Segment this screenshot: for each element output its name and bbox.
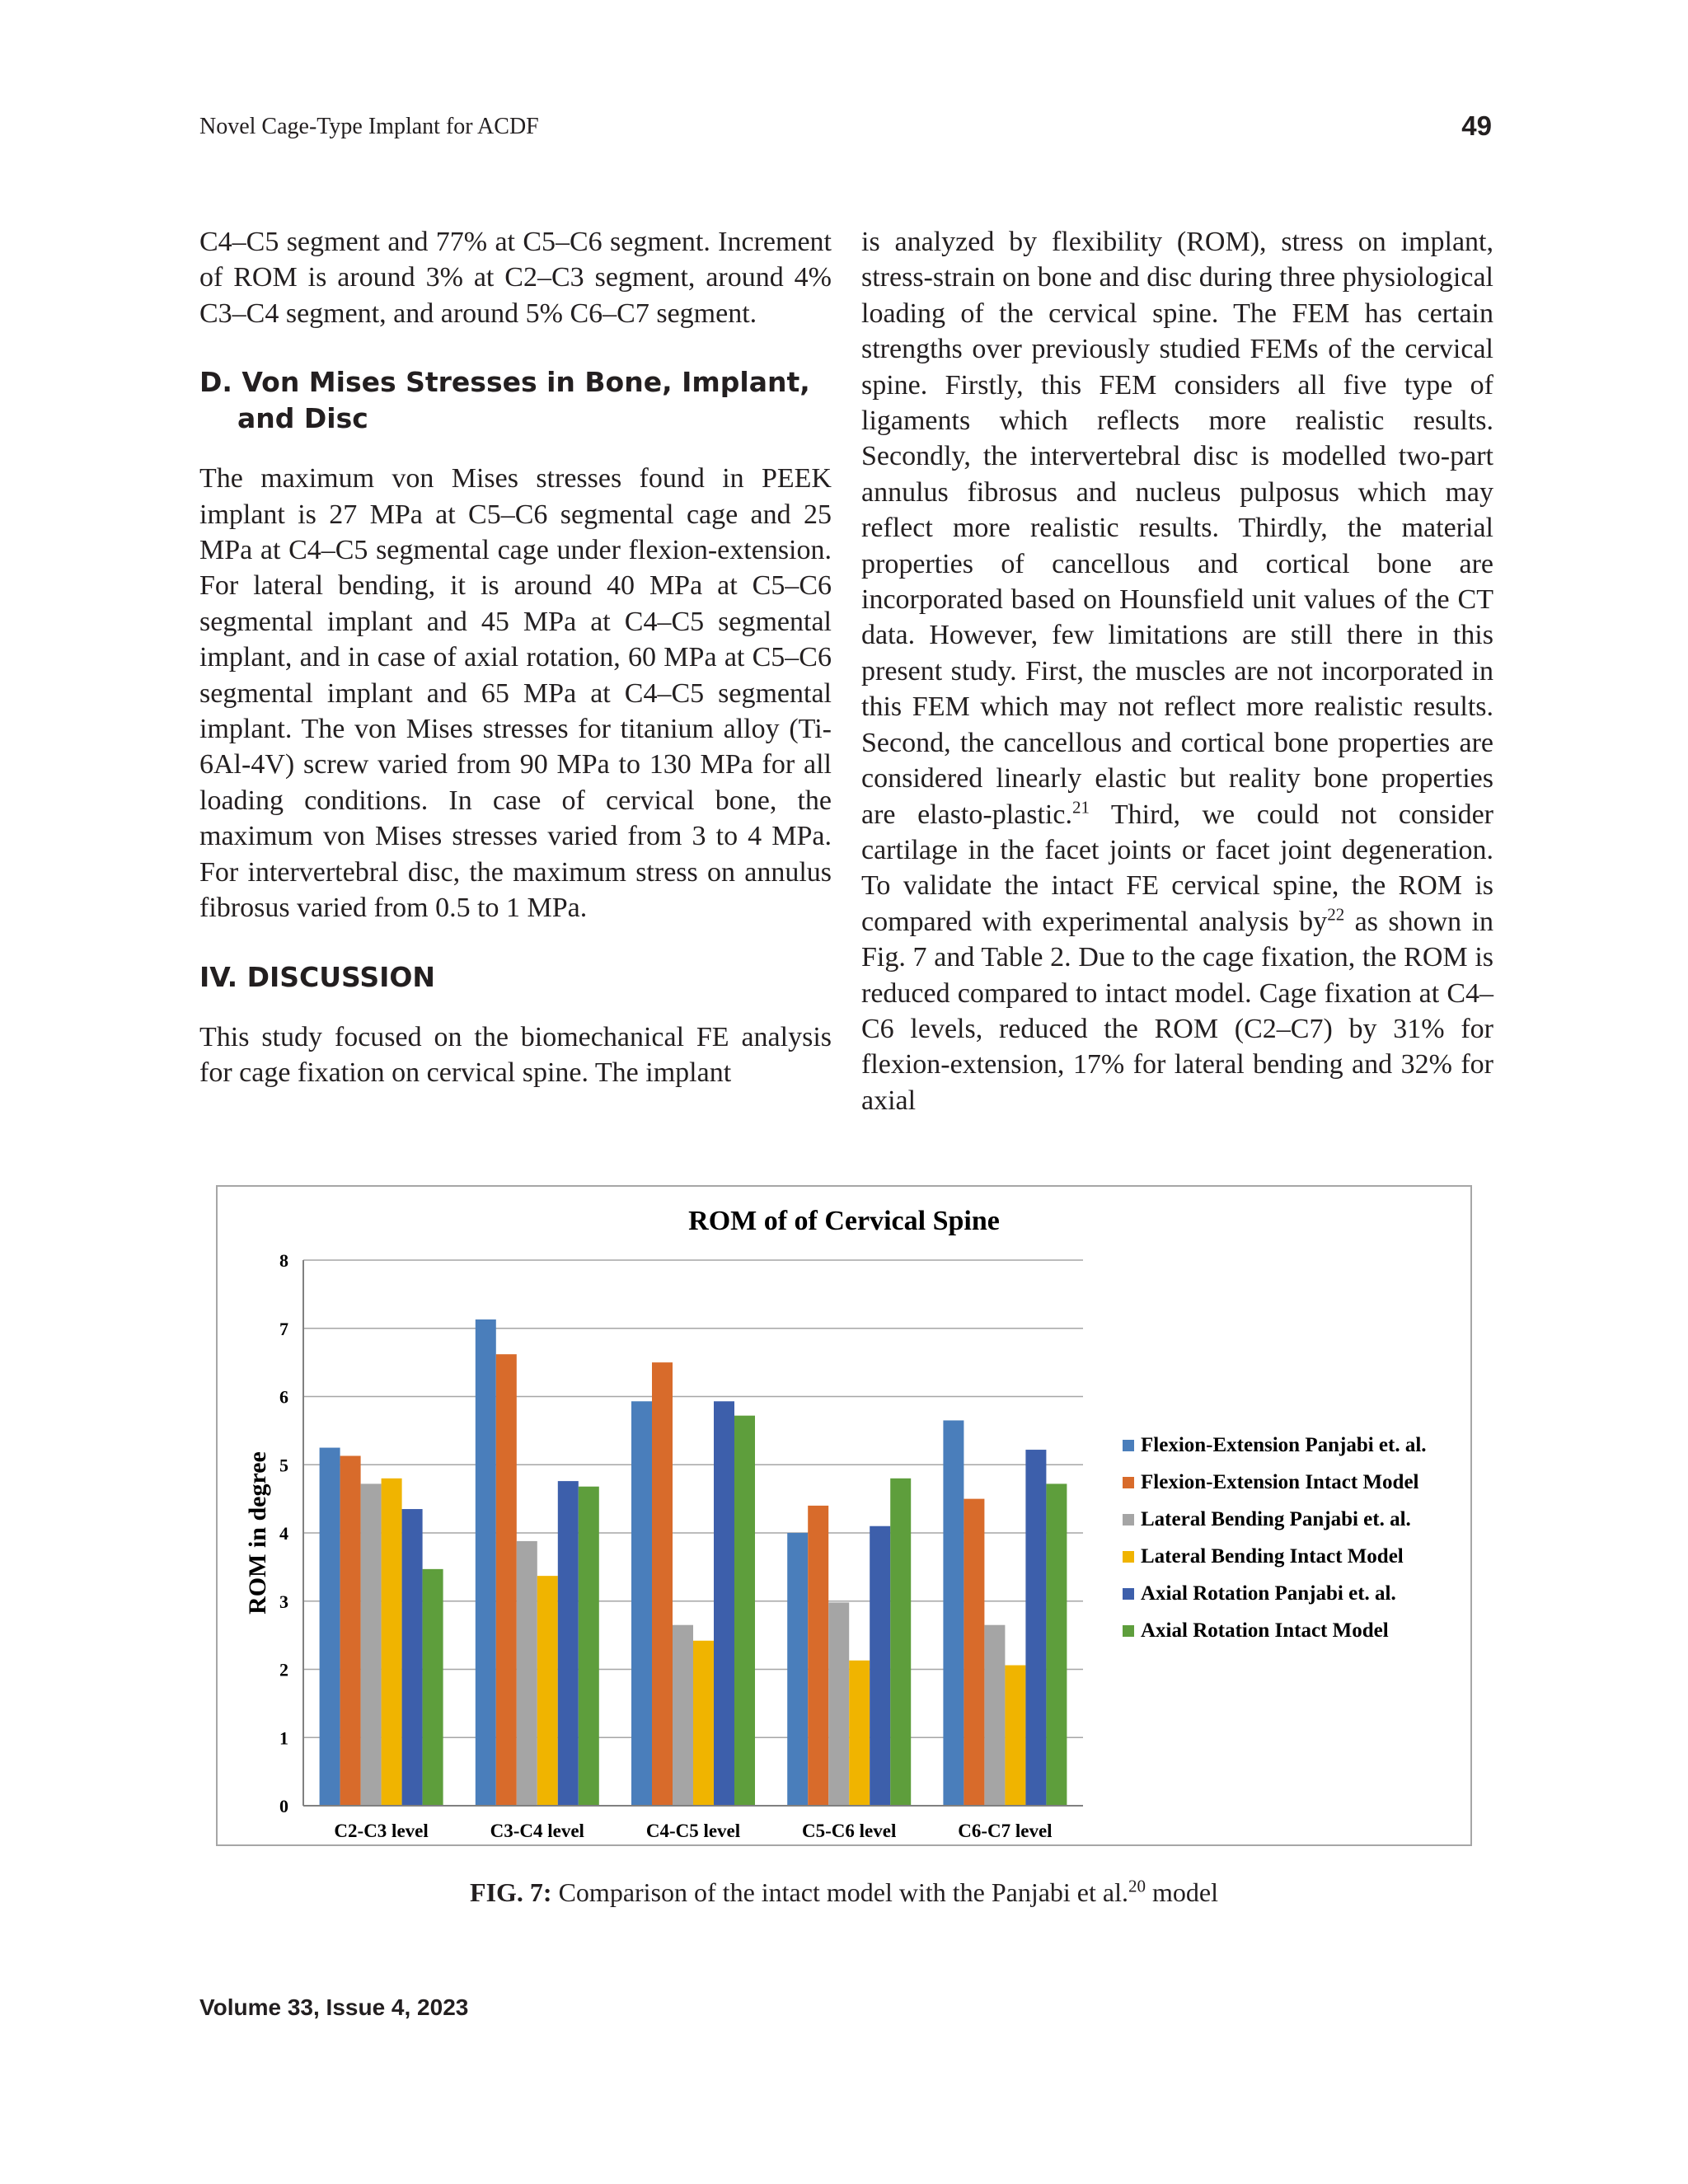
bar (558, 1481, 579, 1806)
bar (964, 1499, 984, 1806)
y-tick-label: 0 (279, 1796, 288, 1816)
caption-label: FIG. 7: (470, 1877, 552, 1907)
legend-swatch (1123, 1440, 1134, 1451)
caption-text: Comparison of the intact model with the Panjabi et al. (551, 1877, 1128, 1907)
bar (849, 1661, 870, 1806)
figure-caption (0, 1877, 1688, 1908)
bar (828, 1602, 849, 1806)
x-tick-label: C4-C5 level (645, 1821, 741, 1841)
running-title: Novel Cage-Type Implant for ACDF (199, 114, 539, 139)
section-heading-discussion: IV. DISCUSSION (199, 960, 436, 993)
legend-entry: Flexion-Extension Panjabi et. al. (1141, 1434, 1427, 1456)
bars (320, 1319, 1067, 1806)
x-tick-label: C6-C7 level (958, 1821, 1053, 1841)
citation-ref: 22 (1327, 904, 1345, 925)
bar (402, 1509, 423, 1806)
bar (652, 1362, 673, 1806)
paragraph (861, 224, 1493, 1118)
bar (943, 1420, 964, 1806)
caption-text-end: model (1145, 1877, 1218, 1907)
y-tick-label: 5 (279, 1455, 288, 1476)
y-tick-label: 8 (279, 1250, 288, 1271)
figure-chart-frame (216, 1185, 1472, 1846)
legend-swatch (1123, 1588, 1134, 1600)
y-tick-label: 4 (279, 1523, 288, 1544)
citation-ref: 21 (1071, 797, 1090, 818)
bar (340, 1455, 361, 1806)
legend (1123, 1434, 1427, 1642)
legend-swatch (1123, 1514, 1134, 1526)
bar (890, 1479, 911, 1806)
bar (1046, 1483, 1067, 1806)
bar (631, 1401, 652, 1806)
bar (579, 1487, 599, 1806)
bar (693, 1641, 714, 1806)
bar (496, 1354, 517, 1806)
journal-volume-footer: Volume 33, Issue 4, 2023 (199, 1994, 469, 2020)
bar (517, 1541, 537, 1806)
legend-entry: Axial Rotation Panjabi et. al. (1141, 1582, 1396, 1605)
legend-swatch (1123, 1625, 1134, 1637)
x-tick-label: C5-C6 level (802, 1821, 897, 1841)
paragraph-text: Third, we could not consider cartilage in the facet joints or facet joint degeneration. To validate the intact FE cervical spine, the ROM is compared with experimental analysis by (861, 799, 1493, 937)
bar (320, 1448, 340, 1806)
legend-entry: Lateral Bending Panjabi et. al. (1141, 1508, 1411, 1530)
bar (734, 1416, 755, 1806)
y-tick-label: 3 (279, 1591, 288, 1612)
legend-swatch (1123, 1551, 1134, 1563)
legend-entry: Axial Rotation Intact Model (1141, 1619, 1389, 1642)
y-tick-label: 1 (279, 1727, 288, 1749)
legend-entry: Lateral Bending Intact Model (1141, 1545, 1404, 1568)
bar (870, 1526, 890, 1806)
y-tick-label: 7 (279, 1318, 288, 1339)
paragraph: This study focused on the biomechanical FE analysis for cage fixation on cervical spine. The implant (199, 1021, 832, 1088)
section-heading-von-mises: D. Von Mises Stresses in Bone, Implant, and Disc (199, 366, 810, 435)
legend-swatch (1123, 1477, 1134, 1488)
paragraph-text: is analyzed by flexibility (ROM), stress on implant, stress-strain on bone and disc during three physiological loading of the cervical spine. The FEM has certain strengths over previously studied FEMs of the cervical spine. Firstly, this FEM considers all five type of ligaments which reflects more realistic results. Secondly, the intervertebral disc is modelled two-part annulus fibrosus and nucleus pulposus which may reflect more realistic results. Thirdly, the material properties of cancellous and cortical bone are incorporated based on Hounsfield unit values of the CT data. However, few limitations are still there in this present study. First, the muscles are not incorporated in this FEM which may not reflect more realistic results. Second, the cancellous and cortical bone properties are considered linearly elastic but reality bone properties are elasto-plastic. (861, 227, 1493, 830)
bar (808, 1506, 828, 1806)
y-tick-label: 2 (279, 1659, 288, 1680)
paragraph: C4–C5 segment and 77% at C5–C6 segment. Increment of ROM is around 3% at C2–C3 segment, around 4% C3–C4 segment, and around 5% C6–C7 segment. (199, 227, 832, 329)
bar (1005, 1666, 1025, 1806)
bar (1025, 1450, 1046, 1806)
bar (984, 1625, 1005, 1806)
legend-entry: Flexion-Extension Intact Model (1141, 1471, 1419, 1493)
bar (787, 1533, 808, 1806)
x-tick-label: C2-C3 level (334, 1821, 429, 1841)
bar (382, 1479, 402, 1806)
bar (537, 1576, 558, 1806)
bar (714, 1401, 734, 1806)
bar (361, 1483, 382, 1806)
left-column (199, 224, 832, 1090)
citation-ref: 20 (1128, 1876, 1146, 1896)
rom-bar-chart (218, 1187, 1470, 1844)
y-axis-label: ROM in degree (244, 1451, 271, 1615)
bar (476, 1319, 496, 1806)
bar (423, 1569, 443, 1806)
right-column (861, 224, 1493, 1118)
paragraph-text: as shown in Fig. 7 and Table 2. Due to the cage fixation, the ROM is reduced compared to intact model. Cage fixation at C4–C6 levels, reduced the ROM (C2–C7) by 31% for flexion-extension, 17% for lateral bending and 32% for axial (861, 906, 1494, 1116)
bar (673, 1625, 693, 1806)
paragraph: The maximum von Mises stresses found in PEEK implant is 27 MPa at C5–C6 segmental cage and 25 MPa at C4–C5 segmental cage under flexion-extension. For lateral bending, it is around 40 MPa at C5–C6 segmental implant and 45 MPa at C4–C5 segmental implant, and in case of axial rotation, 60 MPa at C5–C6 segmental implant and 65 MPa at C4–C5 segmental implant. The von Mises stresses for titanium alloy (Ti-6Al-4V) screw varied from 90 MPa to 130 MPa for all loading conditions. In case of cervical bone, the maximum von Mises stresses varied from 3 to 4 MPa. For intervertebral disc, the maximum stress on annulus fibrosus varied from 0.5 to 1 MPa. (199, 463, 832, 924)
chart-title: ROM of of Cervical Spine (688, 1206, 1000, 1236)
page-number: 49 (1461, 110, 1492, 141)
x-tick-label: C3-C4 level (490, 1821, 584, 1841)
y-tick-label: 6 (279, 1386, 288, 1408)
